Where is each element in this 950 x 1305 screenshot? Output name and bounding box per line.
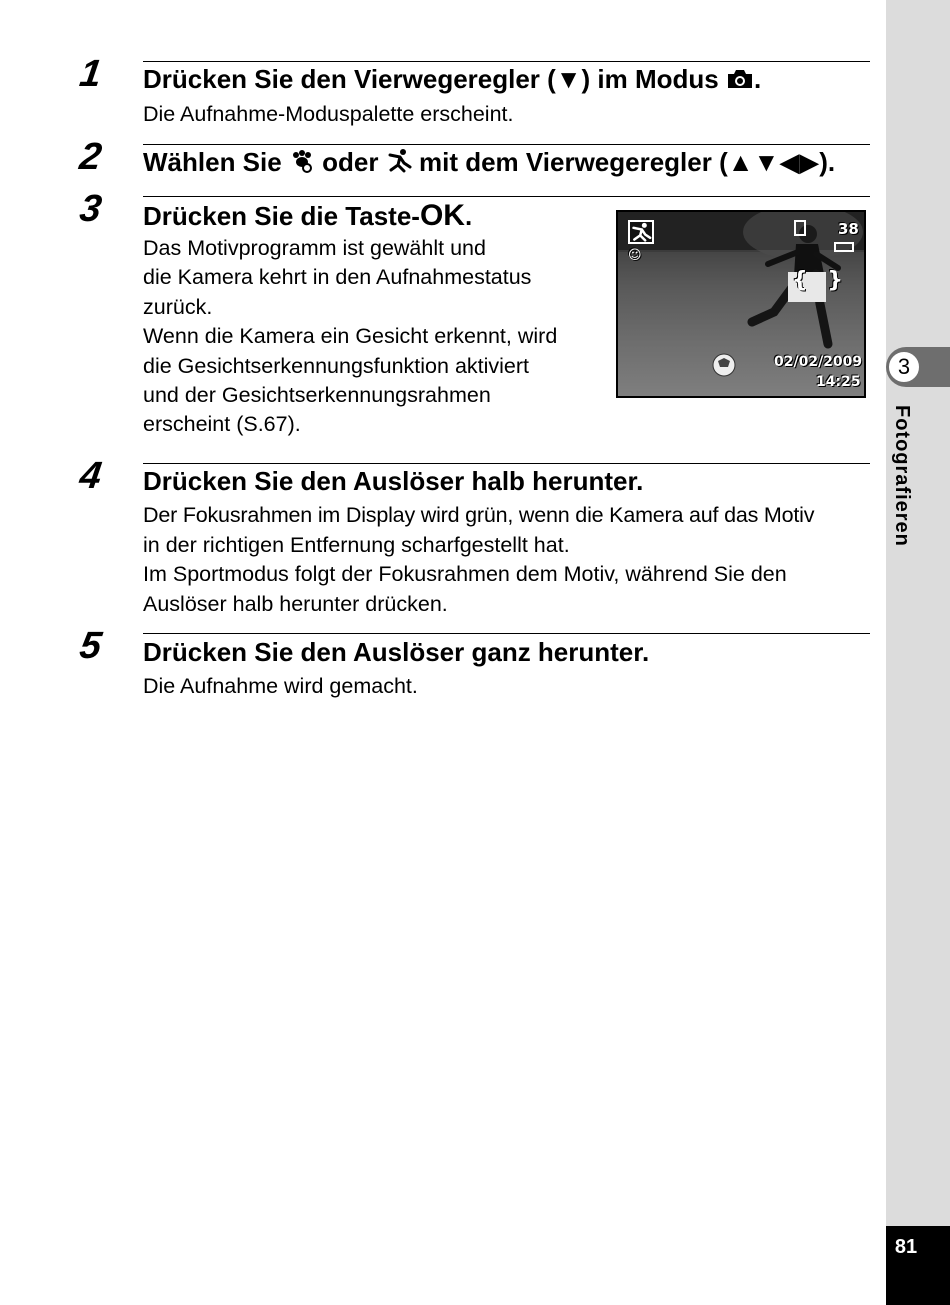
step-1-heading-end: . bbox=[753, 64, 762, 94]
camera-lcd-screenshot bbox=[616, 210, 866, 398]
step-2-number: 2 bbox=[77, 136, 105, 178]
ok-button-label: OK bbox=[419, 199, 465, 232]
step-2-heading bbox=[143, 147, 835, 180]
step-2-heading-rest: mit dem Vierwegeregler (▲▼◀▶). bbox=[418, 147, 836, 177]
chapter-title: Fotografieren bbox=[891, 405, 913, 547]
step-2-heading-text: Wählen Sie bbox=[143, 147, 282, 177]
battery-icon bbox=[834, 242, 854, 252]
step-5-heading: Drücken Sie den Auslöser ganz herunter. bbox=[143, 637, 650, 667]
time-display: 14:25 bbox=[816, 374, 861, 390]
step-1-body: Die Aufnahme-Moduspalette erscheint. bbox=[143, 102, 514, 126]
step-4-rule bbox=[143, 463, 870, 464]
step-3-body-line: Das Motivprogramm ist gewählt und bbox=[143, 236, 486, 260]
step-4-body-line: in der richtigen Entfernung scharfgestellt hat. bbox=[143, 533, 570, 557]
step-3-body-line: zurück. bbox=[143, 295, 213, 319]
memory-card-icon bbox=[794, 220, 806, 236]
step-3-body-line: und der Gesichtserkennungsrahmen bbox=[143, 383, 491, 407]
step-3-body-line: die Gesichtserkennungsfunktion aktiviert bbox=[143, 354, 530, 378]
step-3-heading-end: . bbox=[464, 201, 473, 231]
step-5-body: Die Aufnahme wird gemacht. bbox=[143, 674, 418, 698]
face-detect-icon: ☺ bbox=[628, 248, 642, 263]
step-4-body-line: Auslöser halb herunter drücken. bbox=[143, 592, 448, 616]
shots-remaining: 38 bbox=[838, 220, 859, 238]
step-3-heading bbox=[143, 199, 472, 233]
pet-mode-icon bbox=[289, 149, 315, 180]
step-2-heading-or: oder bbox=[322, 147, 379, 177]
step-4-heading: Drücken Sie den Auslöser halb herunter. bbox=[143, 466, 644, 496]
step-3-body-line: die Kamera kehrt in den Aufnahmestatus bbox=[143, 265, 532, 289]
step-1-number: 1 bbox=[77, 53, 105, 95]
date-display: 02/02/2009 bbox=[774, 354, 863, 370]
step-3-body-line: erscheint (S.67). bbox=[143, 412, 301, 436]
step-4-body-line: Im Sportmodus folgt der Fokusrahmen dem Motiv, während Sie den bbox=[143, 562, 787, 586]
step-2-rule bbox=[143, 144, 870, 145]
chapter-sidebar bbox=[886, 0, 950, 1305]
step-3-rule bbox=[143, 196, 870, 197]
step-1-heading-text: Drücken Sie den Vierwegeregler (▼) im Modus bbox=[143, 64, 719, 94]
step-1-heading bbox=[143, 64, 761, 97]
step-5-rule bbox=[143, 633, 870, 634]
page-number: 81 bbox=[894, 1236, 918, 1258]
step-3-heading-text: Drücken Sie die Taste- bbox=[143, 201, 420, 231]
step-3-body-line: Wenn die Kamera ein Gesicht erkennt, wird bbox=[143, 324, 558, 348]
chapter-number: 3 bbox=[887, 350, 921, 384]
step-3-number: 3 bbox=[77, 188, 105, 230]
step-4-body-line: Der Fokusrahmen im Display wird grün, wenn die Kamera auf das Motiv bbox=[143, 503, 815, 527]
sport-mode-icon bbox=[386, 149, 412, 180]
step-5-number: 5 bbox=[77, 625, 105, 667]
camera-icon bbox=[726, 66, 754, 97]
sport-mode-indicator bbox=[628, 220, 654, 244]
focus-frame: { } bbox=[792, 268, 849, 293]
step-1-rule bbox=[143, 61, 870, 62]
step-4-number: 4 bbox=[77, 455, 105, 497]
